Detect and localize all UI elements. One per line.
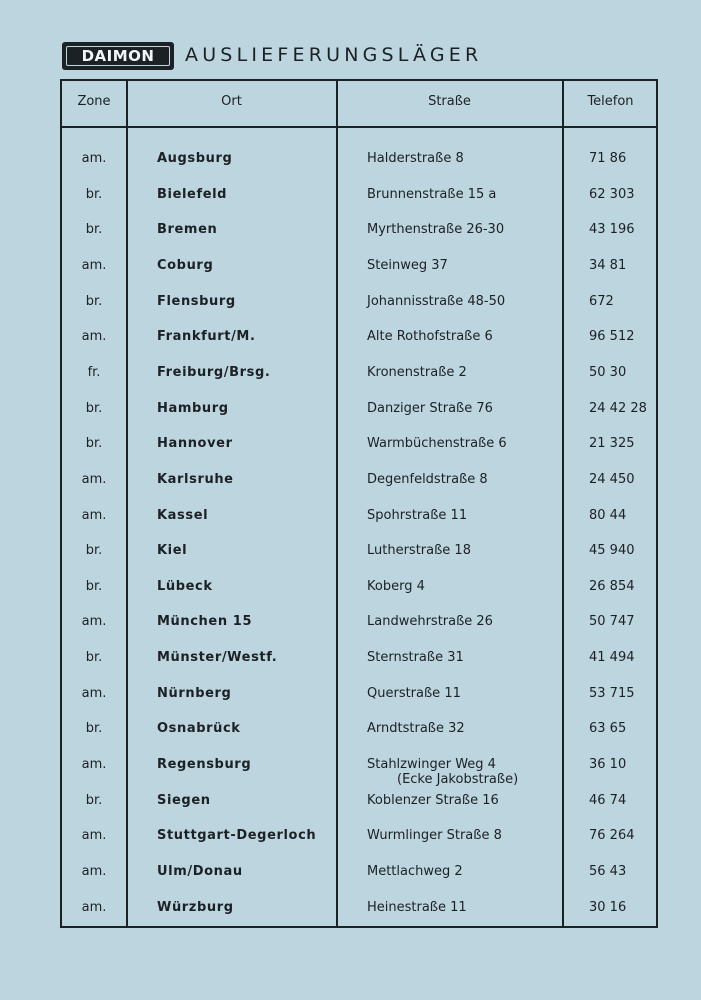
zone-cell: br. — [85, 543, 103, 558]
ort-cell: Bremen — [157, 222, 218, 237]
telefon-cell: 36 10 — [589, 757, 627, 772]
zone-cell: fr. — [87, 365, 101, 380]
warehouse-table — [60, 79, 658, 928]
strasse-cell: Myrthenstraße 26-30 — [367, 222, 505, 237]
ort-cell: Coburg — [157, 258, 214, 273]
ort-cell: Lübeck — [157, 579, 213, 594]
telefon-cell: 24 450 — [589, 472, 635, 487]
ort-cell: Karlsruhe — [157, 472, 234, 487]
strasse-cell: Wurmlinger Straße 8 — [367, 828, 502, 843]
zone-cell: br. — [85, 793, 103, 808]
strasse-cell: Sternstraße 31 — [367, 650, 464, 665]
ort-cell: Würzburg — [157, 900, 234, 915]
strasse-cell: Warmbüchenstraße 6 — [367, 436, 507, 451]
telefon-cell: 24 42 28 — [589, 401, 647, 416]
telefon-cell: 26 854 — [589, 579, 635, 594]
telefon-cell: 50 747 — [589, 614, 635, 629]
header-ort: Ort — [221, 94, 242, 109]
header-divider — [62, 126, 656, 128]
telefon-cell: 80 44 — [589, 508, 627, 523]
strasse-cell: Mettlachweg 2 — [367, 864, 463, 879]
zone-cell: am. — [81, 472, 107, 487]
telefon-cell: 30 16 — [589, 900, 627, 915]
ort-cell: Hannover — [157, 436, 233, 451]
telefon-cell: 62 303 — [589, 187, 635, 202]
ort-cell: Regensburg — [157, 757, 252, 772]
ort-cell: Frankfurt/M. — [157, 329, 256, 344]
ort-cell: Osnabrück — [157, 721, 241, 736]
telefon-cell: 21 325 — [589, 436, 635, 451]
telefon-cell: 45 940 — [589, 543, 635, 558]
telefon-cell: 41 494 — [589, 650, 635, 665]
zone-cell: am. — [81, 508, 107, 523]
telefon-cell: 63 65 — [589, 721, 627, 736]
telefon-cell: 71 86 — [589, 151, 627, 166]
column-divider — [336, 81, 338, 926]
strasse-cell: Degenfeldstraße 8 — [367, 472, 488, 487]
telefon-cell: 76 264 — [589, 828, 635, 843]
strasse-cell: Koblenzer Straße 16 — [367, 793, 499, 808]
ort-cell: Stuttgart-Degerloch — [157, 828, 317, 843]
zone-cell: am. — [81, 151, 107, 166]
zone-cell: am. — [81, 329, 107, 344]
ort-cell: Kiel — [157, 543, 188, 558]
zone-cell: br. — [85, 579, 103, 594]
strasse-cell: Alte Rothofstraße 6 — [367, 329, 493, 344]
strasse-cell: Brunnenstraße 15 a — [367, 187, 497, 202]
ort-cell: Augsburg — [157, 151, 233, 166]
strasse-cell: Stahlzwinger Weg 4 — [367, 757, 496, 772]
zone-cell: br. — [85, 187, 103, 202]
zone-cell: am. — [81, 614, 107, 629]
zone-cell: br. — [85, 721, 103, 736]
strasse-cell: Landwehrstraße 26 — [367, 614, 493, 629]
zone-cell: am. — [81, 686, 107, 701]
zone-cell: br. — [85, 222, 103, 237]
ort-cell: Ulm/Donau — [157, 864, 243, 879]
zone-cell: br. — [85, 436, 103, 451]
ort-cell: Siegen — [157, 793, 211, 808]
ort-cell: München 15 — [157, 614, 253, 629]
zone-cell: am. — [81, 828, 107, 843]
telefon-cell: 46 74 — [589, 793, 627, 808]
telefon-cell: 34 81 — [589, 258, 627, 273]
header-telefon: Telefon — [587, 94, 634, 109]
ort-cell: Freiburg/Brsg. — [157, 365, 271, 380]
zone-cell: br. — [85, 294, 103, 309]
column-divider — [562, 81, 564, 926]
strasse-cell: Querstraße 11 — [367, 686, 461, 701]
strasse-cell-line2: (Ecke Jakobstraße) — [397, 772, 519, 787]
column-divider — [126, 81, 128, 926]
daimon-logo — [62, 42, 174, 70]
strasse-cell: Danziger Straße 76 — [367, 401, 493, 416]
telefon-cell: 50 30 — [589, 365, 627, 380]
logo-frame — [66, 46, 170, 66]
strasse-cell: Halderstraße 8 — [367, 151, 464, 166]
ort-cell: Kassel — [157, 508, 209, 523]
telefon-cell: 672 — [589, 294, 614, 309]
strasse-cell: Lutherstraße 18 — [367, 543, 471, 558]
strasse-cell: Steinweg 37 — [367, 258, 448, 273]
telefon-cell: 43 196 — [589, 222, 635, 237]
telefon-cell: 56 43 — [589, 864, 627, 879]
ort-cell: Münster/Westf. — [157, 650, 278, 665]
zone-cell: am. — [81, 864, 107, 879]
logo-text: DAIMON — [81, 47, 155, 65]
strasse-cell: Spohrstraße 11 — [367, 508, 468, 523]
strasse-cell: Kronenstraße 2 — [367, 365, 467, 380]
zone-cell: am. — [81, 900, 107, 915]
telefon-cell: 53 715 — [589, 686, 635, 701]
header-strasse: Straße — [428, 94, 471, 109]
zone-cell: br. — [85, 650, 103, 665]
zone-cell: am. — [81, 757, 107, 772]
strasse-cell: Heinestraße 11 — [367, 900, 467, 915]
ort-cell: Nürnberg — [157, 686, 232, 701]
strasse-cell: Koberg 4 — [367, 579, 425, 594]
strasse-cell: Arndtstraße 32 — [367, 721, 465, 736]
page-title: AUSLIEFERUNGSLÄGER — [185, 44, 483, 66]
ort-cell: Hamburg — [157, 401, 229, 416]
zone-cell: am. — [81, 258, 107, 273]
ort-cell: Bielefeld — [157, 187, 228, 202]
ort-cell: Flensburg — [157, 294, 236, 309]
telefon-cell: 96 512 — [589, 329, 635, 344]
header-zone: Zone — [77, 94, 111, 109]
strasse-cell: Johannisstraße 48-50 — [367, 294, 506, 309]
zone-cell: br. — [85, 401, 103, 416]
